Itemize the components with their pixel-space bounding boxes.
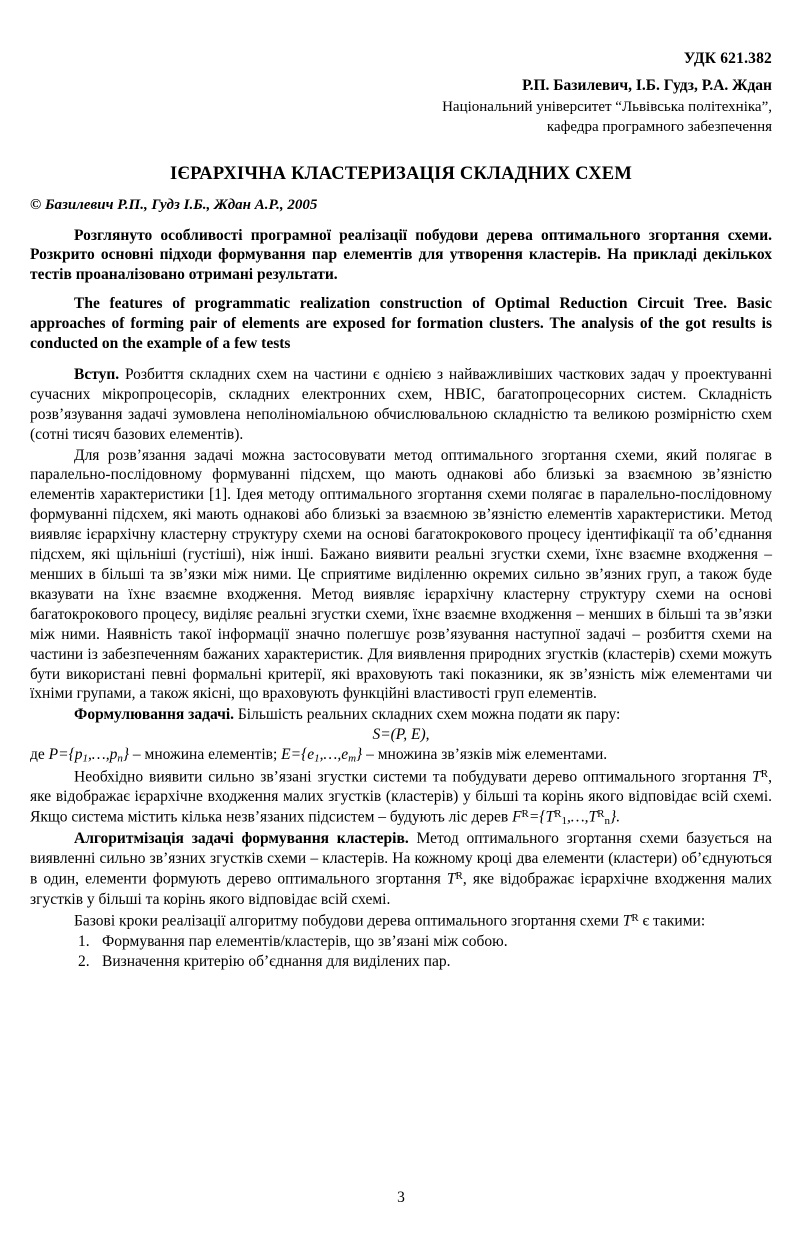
legend-e-sub-1: 1 [314,752,320,765]
algorithm-text-a: Метод оптимального згортання схеми базується на виявленні сильно зв’язних згустків схеми – кластерів. На кожному кроці два елементи (кластери) об’єднуються в один, елементи формують дерево оптимального згортання [30,830,772,888]
paragraph-method: Для розв’язання задачі можна застосовувати метод оптимального згортання схеми, який полягає в паралельно-послідовному формуванні підсхем, що мають однакові або близькі за взаємною зв’язністю елементів характеристики [1]. Ідея методу оптимального згортання схеми полягає в паралельно-послідовному формуванні підсхем, які мають однакові або близькі за взаємною зв’язністю елементів характеристики. Метод виявляє ієрархічну кластерну структуру схеми на основі багатокрокового процесу ідентифікації та об’єднання підсхем, які щільніші (густіші), ніж інші. Бажано виявити реальні згустки схеми, їхнє взаємне входження – менших в більші та зв’язки між ними. Це сприятиме виділенню окремих сильно зв’язних груп, а також буде вказувати на їхнє взаємне входження. Метод виявляє ієрархічну кластерну структуру схеми на основі багатокрокового процесу, виділяє реальні згустки схеми, їхнє взаємне входження – менших в більші та зв’язки між ними. Наявність такої інформації значно полегшує розв’язування наступної задачі – розбиття схеми на частини із забезпеченням бажаних характеристик. Для виявлення природних згустків (кластерів) схеми можуть бути використані певні формальні критерії, які враховують такі показники, як зв’язність між елементами чи їхніми групами, а також якісні, що враховують функційні властивості груп елементів. [30,446,772,703]
steps-list [30,932,772,972]
tree-text-e: }. [610,808,621,826]
legend-p-set: P={p [48,746,83,764]
paragraph-task [30,705,772,725]
formula-system: S=(P, E), [372,726,430,744]
page-number: 3 [397,1189,405,1206]
affiliation-line-2: кафедра програмного забезпечення [546,119,772,136]
tree-symbol-F: F [512,808,522,826]
algorithm-symbol-T: T [446,870,456,888]
page-content [30,50,772,972]
tree-text-d-sub: n [604,815,611,828]
copyright-line: © Базилевич Р.П., Гудз І.Б., Ждан А.Р., 2005 [30,196,318,213]
tree-text-b: , яке відображає ієрархічне входження малих згустків (кластерів) у більші та корінь якого відповідає всій схемі. Якщо система містить кілька незв’язаних підсистем – будують ліс дерев [30,768,772,826]
steps-text-a: Базові кроки реалізації алгоритму побудови дерева оптимального згортання схеми [74,912,623,930]
tree-text-d: ,…,T [567,808,598,826]
list-item [30,932,772,952]
list-item-number: 1. [78,933,90,951]
algorithm-symbol-T-sup: R [455,870,463,883]
paragraph-algorithm [30,829,772,909]
legend-p-set-b: ,…,p [88,746,118,764]
algorithm-text-b: , яке відображає ієрархічне входження малих згустків у більші та корінь якого відповідає всій схемі. [30,870,772,908]
legend-e-set-c: } [356,746,363,764]
steps-symbol-T: T [622,912,632,930]
author-list: Р.П. Базилевич, І.Б. Гудз, Р.А. Ждан [522,77,772,94]
legend-e-set: E={e [281,746,315,764]
tree-text-c-sub: 1 [561,815,568,828]
tree-symbol-T: T [752,768,761,786]
task-body: Більшість реальних складних схем можна подати як пару: [234,706,621,724]
tree-symbol-T-sup: R [760,767,769,780]
legend-post: – множина зв’язків між елементами. [362,746,608,764]
intro-heading: Вступ. [74,365,120,383]
list-item-number: 2. [78,953,90,970]
legend-e-set-b: ,…,e [319,746,349,764]
list-item-text: Формування пар елементів/кластерів, що зв’язані між собою. [102,933,508,951]
affiliation [30,97,772,138]
legend-pre: де [30,746,49,764]
legend-p-sub-n: n [117,752,123,765]
tree-text-c: ={T [528,808,555,826]
legend-p-set-c: } [122,746,130,764]
intro-body: Розбиття складних схем на частини є однією з найважливіших часткових задач у проектуванні сучасних мікропроцесорів, складних електронних схем, НВІС, багатопроцесорних систем. Складність розв’язування задачі зумовлена неполіноміальною обчислювальною складністю та великою розмірністю схем (сотні тисяч базових елементів). [30,365,772,443]
udk-code: УДК 621.382 [683,50,772,67]
tree-symbol-F-sup: R [521,808,529,821]
paragraph-intro [30,365,772,445]
algorithm-heading: Алгоритмізація задачі формування кластерів. [74,830,409,848]
steps-symbol-T-sup: R [631,911,639,924]
tree-text-a: Необхідно виявити сильно зв’язані згустки системи та побудувати дерево оптимального згортання [74,768,753,786]
list-item-text: Визначення критерію об’єднання для виділених пар. [102,953,451,970]
steps-text-b: є такими: [638,912,706,930]
tree-text-d-sup: R [597,808,605,821]
formula-legend [30,745,772,766]
list-item [30,952,772,972]
affiliation-line-1: Національний університет “Львівська політехніка”, [442,99,772,115]
page-title: ІЄРАРХІЧНА КЛАСТЕРИЗАЦІЯ СКЛАДНИХ СХЕМ [170,163,632,184]
tree-text-c-sup: R [554,808,562,821]
legend-p-sub-1: 1 [82,752,89,765]
legend-mid: – множина елементів; [129,746,282,764]
abstract-english: The features of programmatic realization construction of Optimal Reduction Circuit Tree. Basic approaches of forming pair of elements are exposed for formation clusters. The analysis of the got results is conducted on the example of a few tests [30,295,772,353]
abstract-ukrainian: Розглянуто особливості програмної реалізації побудови дерева оптимального згортання схеми. Розкрито основні підходи формування пар елементів для утворення кластерів. На прикладі декількох тестів проаналізовано отримані результати. [30,226,772,284]
task-heading: Формулювання задачі. [74,706,235,724]
paragraph-tree [30,767,772,829]
paragraph-steps-intro [30,911,772,932]
legend-e-sub-m: m [348,752,357,765]
